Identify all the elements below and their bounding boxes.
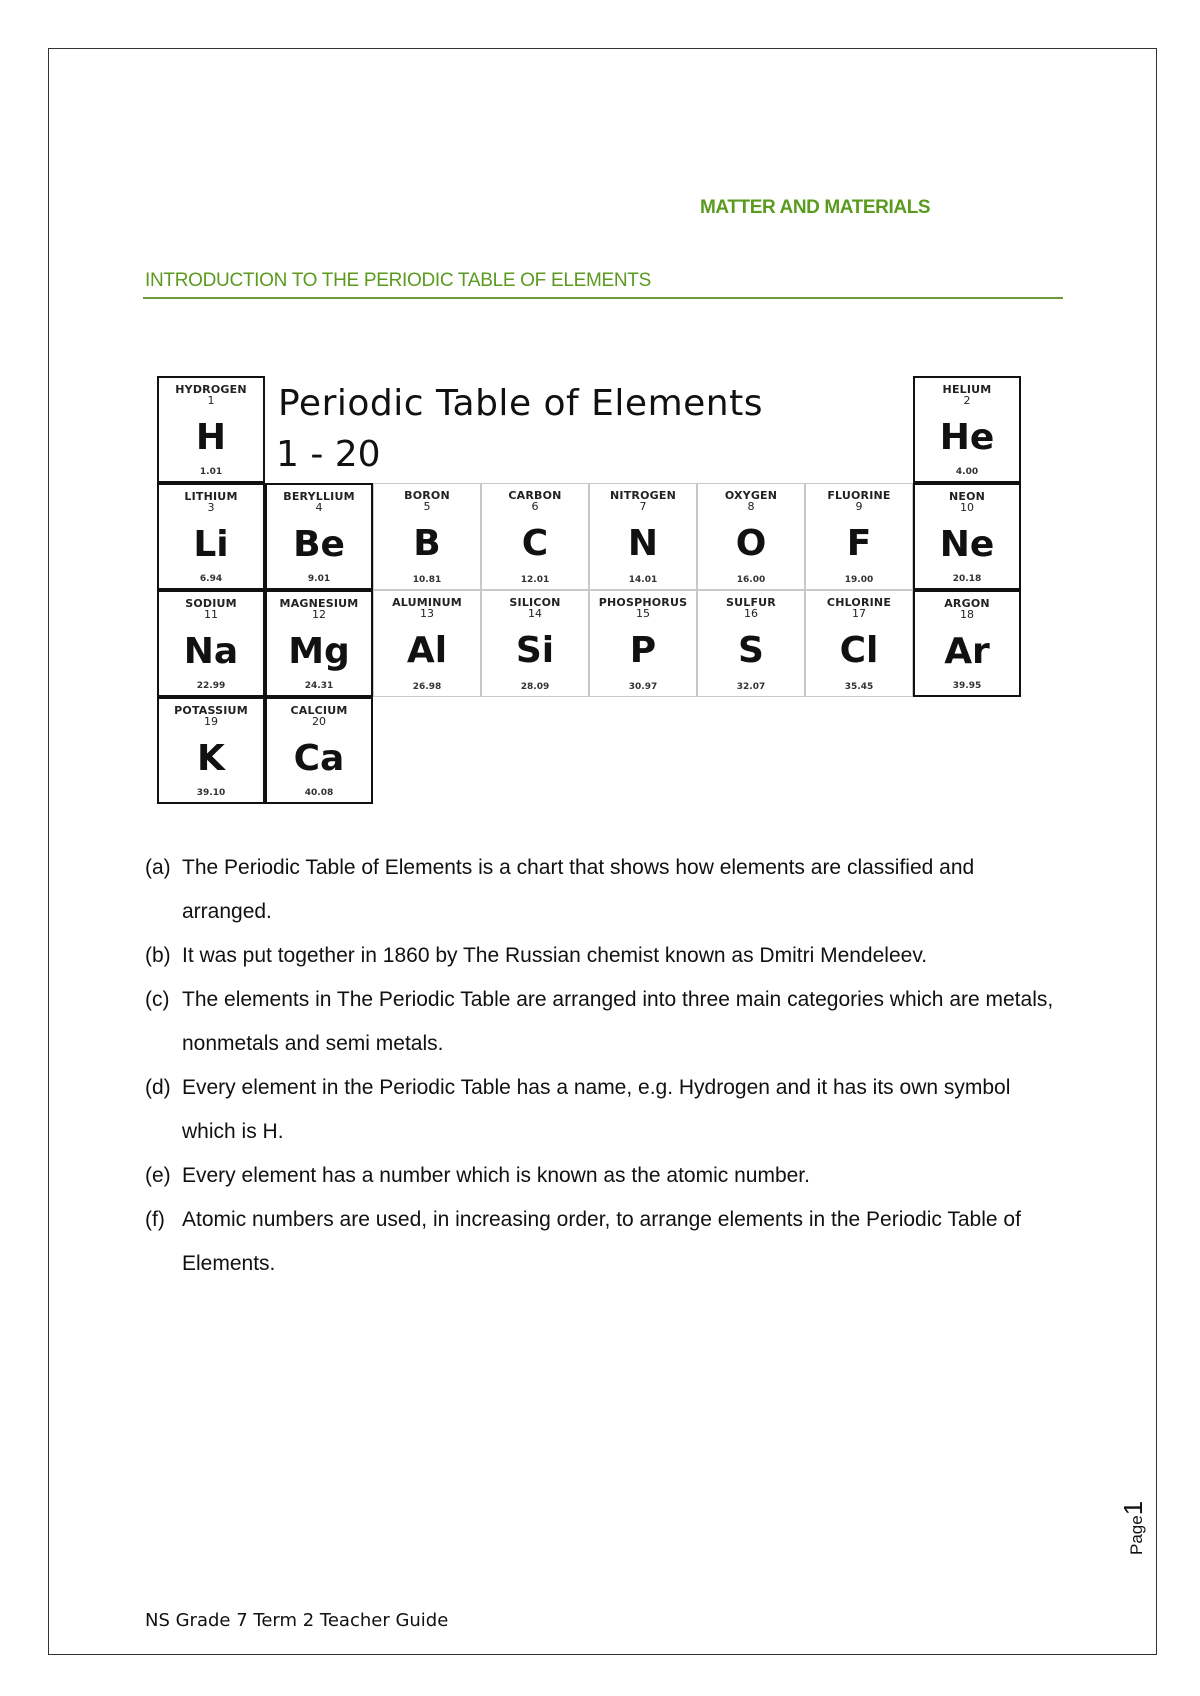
note-text: It was put together in 1860 by The Russian chemist known as Dmitri Mendeleev. [182,944,928,967]
element-cell-be [265,483,373,590]
element-name: BORON [404,489,450,502]
element-cell-h [157,376,265,483]
element-symbol: Li [193,524,229,565]
element-symbol: Be [293,524,345,565]
element-symbol: Ca [293,738,345,779]
element-symbol: Ar [944,631,990,672]
note-text: The Periodic Table of Elements is a chart that shows how elements are classified and arranged. [182,856,975,923]
atomic-number: 19 [204,715,218,728]
element-symbol: F [846,523,872,564]
element-name: CHLORINE [826,596,892,609]
note-text: The elements in The Periodic Table are arranged into three main categories which are metals, nonmetals and semi metals. [182,988,1054,1055]
element-name: CARBON [508,489,562,502]
element-name: CALCIUM [290,704,348,717]
element-name: PHOSPHORUS [598,596,688,609]
note-item [145,978,1065,1066]
element-cell-si [481,590,589,697]
periodic-table-title: Periodic Table of Elements [278,383,763,424]
atomic-number: 2 [963,394,971,407]
atomic-number: 1 [207,394,215,407]
notes-list [145,846,1065,1286]
note-marker: (d) [145,1076,171,1099]
element-name: HELIUM [942,383,992,396]
element-name: SULFUR [726,596,776,609]
note-marker: (a) [145,856,171,879]
atomic-mass: 20.18 [952,574,982,584]
element-name: ARGON [944,597,990,610]
element-name: NEON [948,490,986,503]
element-symbol: O [735,523,767,564]
element-symbol: He [939,417,995,458]
element-name: LITHIUM [184,490,238,503]
footer-text: NS Grade 7 Term 2 Teacher Guide [145,1610,449,1631]
atomic-number: 12 [312,608,326,621]
atomic-mass: 39.95 [952,681,982,691]
atomic-number: 6 [531,500,539,513]
atomic-mass: 30.97 [628,682,658,692]
element-symbol: Mg [288,631,350,672]
atomic-number: 20 [312,715,326,728]
atomic-number: 13 [420,607,434,620]
element-symbol: S [738,630,764,671]
atomic-number: 18 [960,608,974,621]
atomic-number: 8 [747,500,755,513]
note-item [145,1154,1065,1198]
atomic-number: 14 [528,607,542,620]
atomic-number: 3 [207,501,215,514]
element-symbol: Al [406,630,448,671]
element-cell-k [157,697,265,804]
atomic-mass: 32.07 [736,682,766,692]
element-symbol: C [521,523,549,564]
note-item [145,1066,1065,1154]
element-symbol: Na [183,631,239,672]
note-marker: (c) [145,988,170,1011]
element-cell-ne [913,483,1021,590]
element-symbol: H [195,417,227,458]
atomic-number: 15 [636,607,650,620]
atomic-mass: 22.99 [196,681,226,691]
note-text: Every element has a number which is known as the atomic number. [182,1164,810,1187]
element-name: SODIUM [185,597,237,610]
element-symbol: B [413,523,441,564]
atomic-number: 17 [852,607,866,620]
element-name: FLUORINE [827,489,891,502]
note-item [145,1198,1065,1286]
note-item [145,846,1065,934]
element-cell-p [589,590,697,697]
atomic-mass: 24.31 [304,681,334,691]
atomic-mass: 39.10 [196,788,226,798]
element-cell-cl [805,590,913,697]
element-symbol: P [629,630,657,671]
atomic-mass: 35.45 [844,682,874,692]
atomic-mass: 12.01 [520,575,550,585]
atomic-mass: 26.98 [412,682,442,692]
atomic-number: 10 [960,501,974,514]
atomic-mass: 1.01 [199,467,223,477]
atomic-mass: 4.00 [955,467,979,477]
atomic-number: 11 [204,608,218,621]
element-symbol: N [627,523,659,564]
atomic-number: 9 [855,500,863,513]
atomic-mass: 16.00 [736,575,766,585]
element-name: HYDROGEN [175,383,247,396]
element-cell-al [373,590,481,697]
element-cell-he [913,376,1021,483]
page-word: Page [1127,1515,1146,1555]
element-cell-na [157,590,265,697]
element-cell-li [157,483,265,590]
element-symbol: Si [515,630,555,671]
element-cell-b [373,483,481,590]
note-marker: (f) [145,1208,165,1231]
element-name: POTASSIUM [174,704,248,717]
periodic-table-subtitle: 1 - 20 [276,434,381,475]
element-cell-ar [913,590,1021,697]
atomic-number: 4 [315,501,323,514]
atomic-number: 7 [639,500,647,513]
element-cell-mg [265,590,373,697]
page-number-label [1118,1501,1149,1555]
atomic-number: 16 [744,607,758,620]
element-name: BERYLLIUM [283,490,355,503]
note-text: Atomic numbers are used, in increasing order, to arrange elements in the Periodic Table of Elements. [182,1208,1021,1275]
element-cell-n [589,483,697,590]
page-number: 1 [1118,1500,1148,1516]
atomic-number: 5 [423,500,431,513]
document-heading: INTRODUCTION TO THE PERIODIC TABLE OF ELEMENTS [145,270,651,291]
element-cell-s [697,590,805,697]
element-symbol: K [197,738,225,779]
atomic-mass: 10.81 [412,575,442,585]
element-cell-f [805,483,913,590]
element-name: OXYGEN [724,489,778,502]
note-marker: (b) [145,944,171,967]
element-symbol: Cl [839,630,879,671]
element-cell-ca [265,697,373,804]
atomic-mass: 9.01 [307,574,331,584]
element-cell-o [697,483,805,590]
note-marker: (e) [145,1164,171,1187]
atomic-mass: 28.09 [520,682,550,692]
atomic-mass: 14.01 [628,575,658,585]
note-item [145,934,1065,978]
atomic-mass: 19.00 [844,575,874,585]
element-name: MAGNESIUM [279,597,359,610]
element-cell-c [481,483,589,590]
atomic-mass: 6.94 [199,574,223,584]
heading-underline [143,297,1063,299]
element-name: SILICON [509,596,561,609]
element-name: ALUMINUM [392,596,462,609]
note-text: Every element in the Periodic Table has a name, e.g. Hydrogen and it has its own symbol which is H. [182,1076,1011,1143]
atomic-mass: 40.08 [304,788,334,798]
element-symbol: Ne [939,524,995,565]
element-name: NITROGEN [610,489,676,502]
section-title: MATTER AND MATERIALS [700,197,931,218]
